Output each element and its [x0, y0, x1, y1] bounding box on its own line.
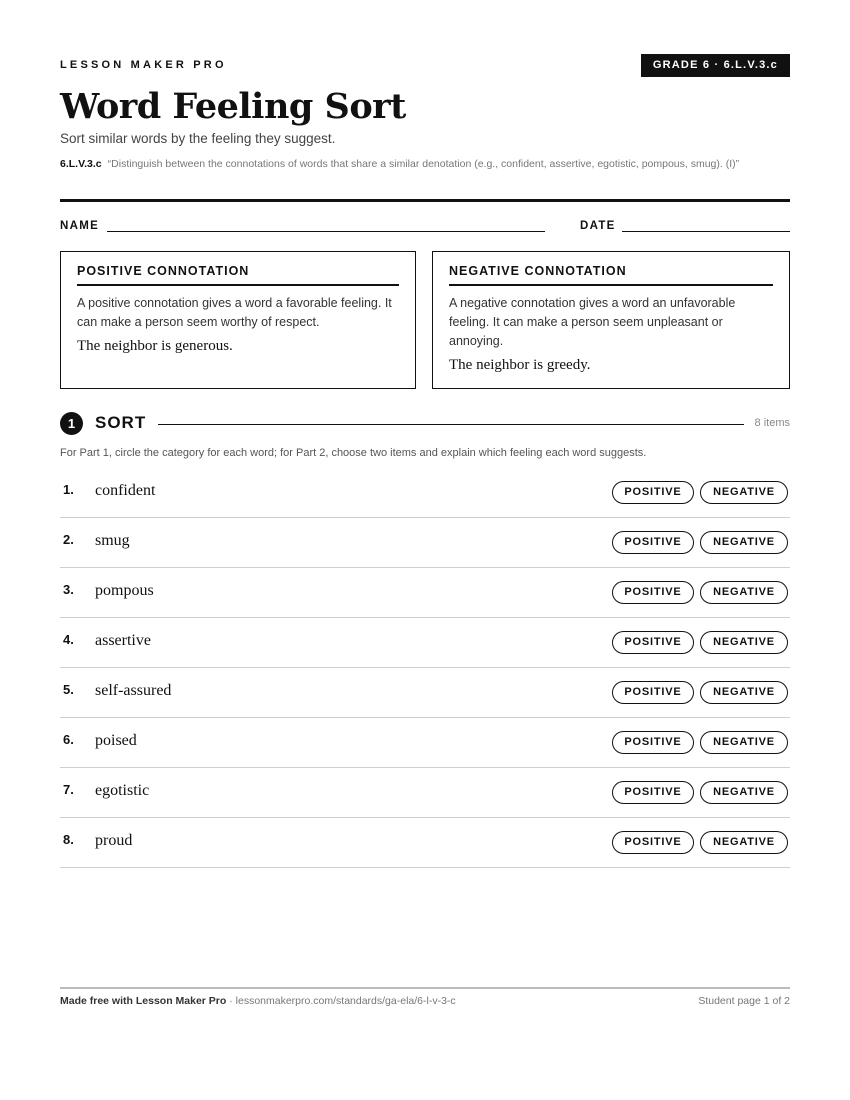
negative-choice-button[interactable]: NEGATIVE	[700, 531, 788, 554]
item-word: smug	[95, 532, 130, 549]
standard-reference	[60, 156, 790, 172]
item-word: pompous	[95, 582, 154, 599]
item-word: egotistic	[95, 782, 150, 799]
name-field[interactable]	[107, 231, 545, 232]
positive-definition-example: The neighbor is generous.	[77, 338, 233, 354]
item-number: 6.	[63, 732, 74, 747]
negative-choice-button[interactable]: NEGATIVE	[700, 831, 788, 854]
item-count: 8 items	[754, 417, 790, 429]
choice-group	[612, 531, 788, 554]
positive-definition-box	[60, 251, 416, 389]
footer-separator: ·	[226, 995, 236, 1007]
footer-made-with: Made free with Lesson Maker Pro	[60, 995, 227, 1007]
list-item	[60, 768, 790, 818]
negative-choice-button[interactable]: NEGATIVE	[700, 631, 788, 654]
section-number-badge: 1	[60, 412, 83, 435]
list-item	[60, 718, 790, 768]
negative-definition-example: The neighbor is greedy.	[449, 357, 591, 373]
negative-choice-button[interactable]: NEGATIVE	[700, 681, 788, 704]
section-divider	[158, 424, 744, 425]
list-item	[60, 518, 790, 568]
sort-item-list	[60, 468, 790, 868]
negative-choice-button[interactable]: NEGATIVE	[700, 781, 788, 804]
choice-group	[612, 781, 788, 804]
positive-choice-button[interactable]: POSITIVE	[612, 631, 694, 654]
footer-url-link[interactable]: lessonmakerpro.com/standards/ga-ela/6-l-v-3-c	[235, 995, 456, 1007]
student-info-row	[60, 220, 790, 234]
choice-group	[612, 681, 788, 704]
item-number: 8.	[63, 832, 74, 847]
item-word: assertive	[95, 632, 151, 649]
positive-choice-button[interactable]: POSITIVE	[612, 481, 694, 504]
negative-definition-box	[432, 251, 790, 389]
item-number: 4.	[63, 632, 74, 647]
list-item	[60, 668, 790, 718]
page-title: Word Feeling Sort	[60, 86, 406, 127]
brand-name: LESSON MAKER PRO	[60, 59, 227, 71]
footer-credit	[60, 995, 456, 1007]
footer-divider	[60, 987, 790, 989]
positive-choice-button[interactable]: POSITIVE	[612, 581, 694, 604]
item-number: 3.	[63, 582, 74, 597]
positive-choice-button[interactable]: POSITIVE	[612, 781, 694, 804]
list-item	[60, 618, 790, 668]
choice-group	[612, 481, 788, 504]
positive-choice-button[interactable]: POSITIVE	[612, 831, 694, 854]
date-label: DATE	[580, 220, 616, 232]
page-indicator: Student page 1 of 2	[698, 995, 790, 1007]
date-field[interactable]	[622, 231, 790, 232]
worksheet-page	[60, 0, 790, 1100]
page-subtitle: Sort similar words by the feeling they suggest.	[60, 131, 336, 146]
list-item	[60, 818, 790, 868]
list-item	[60, 468, 790, 518]
item-number: 1.	[63, 482, 74, 497]
item-word: self-assured	[95, 682, 172, 699]
choice-group	[612, 831, 788, 854]
section-header	[60, 411, 790, 435]
positive-choice-button[interactable]: POSITIVE	[612, 531, 694, 554]
name-label: NAME	[60, 220, 100, 232]
choice-group	[612, 581, 788, 604]
item-word: confident	[95, 482, 156, 499]
choice-group	[612, 631, 788, 654]
negative-definition-heading: NEGATIVE CONNOTATION	[449, 264, 773, 286]
positive-choice-button[interactable]: POSITIVE	[612, 731, 694, 754]
negative-choice-button[interactable]: NEGATIVE	[700, 581, 788, 604]
choice-group	[612, 731, 788, 754]
negative-definition-text: A negative connotation gives a word an unfavorable feeling. It can make a person seem unpleasant or annoying.	[449, 296, 736, 348]
section-title: SORT	[95, 413, 147, 432]
standard-code: 6.L.V.3.c	[60, 158, 102, 170]
negative-choice-button[interactable]: NEGATIVE	[700, 731, 788, 754]
item-word: proud	[95, 832, 133, 849]
item-number: 2.	[63, 532, 74, 547]
section-instructions: For Part 1, circle the category for each word; for Part 2, choose two items and explain which feeling each word suggests.	[60, 447, 647, 459]
item-word: poised	[95, 732, 137, 749]
item-number: 5.	[63, 682, 74, 697]
header-divider	[60, 199, 790, 202]
positive-choice-button[interactable]: POSITIVE	[612, 681, 694, 704]
list-item	[60, 568, 790, 618]
item-number: 7.	[63, 782, 74, 797]
positive-definition-heading: POSITIVE CONNOTATION	[77, 264, 399, 286]
grade-badge: GRADE 6 · 6.L.V.3.c	[641, 54, 790, 77]
standard-text: “Distinguish between the connotations of words that share a similar denotation (e.g., confident, assertive, egotistic, pompous, smug). (I)”	[107, 158, 740, 170]
positive-definition-text: A positive connotation gives a word a favorable feeling. It can make a person seem worthy of respect.	[77, 296, 392, 329]
negative-choice-button[interactable]: NEGATIVE	[700, 481, 788, 504]
